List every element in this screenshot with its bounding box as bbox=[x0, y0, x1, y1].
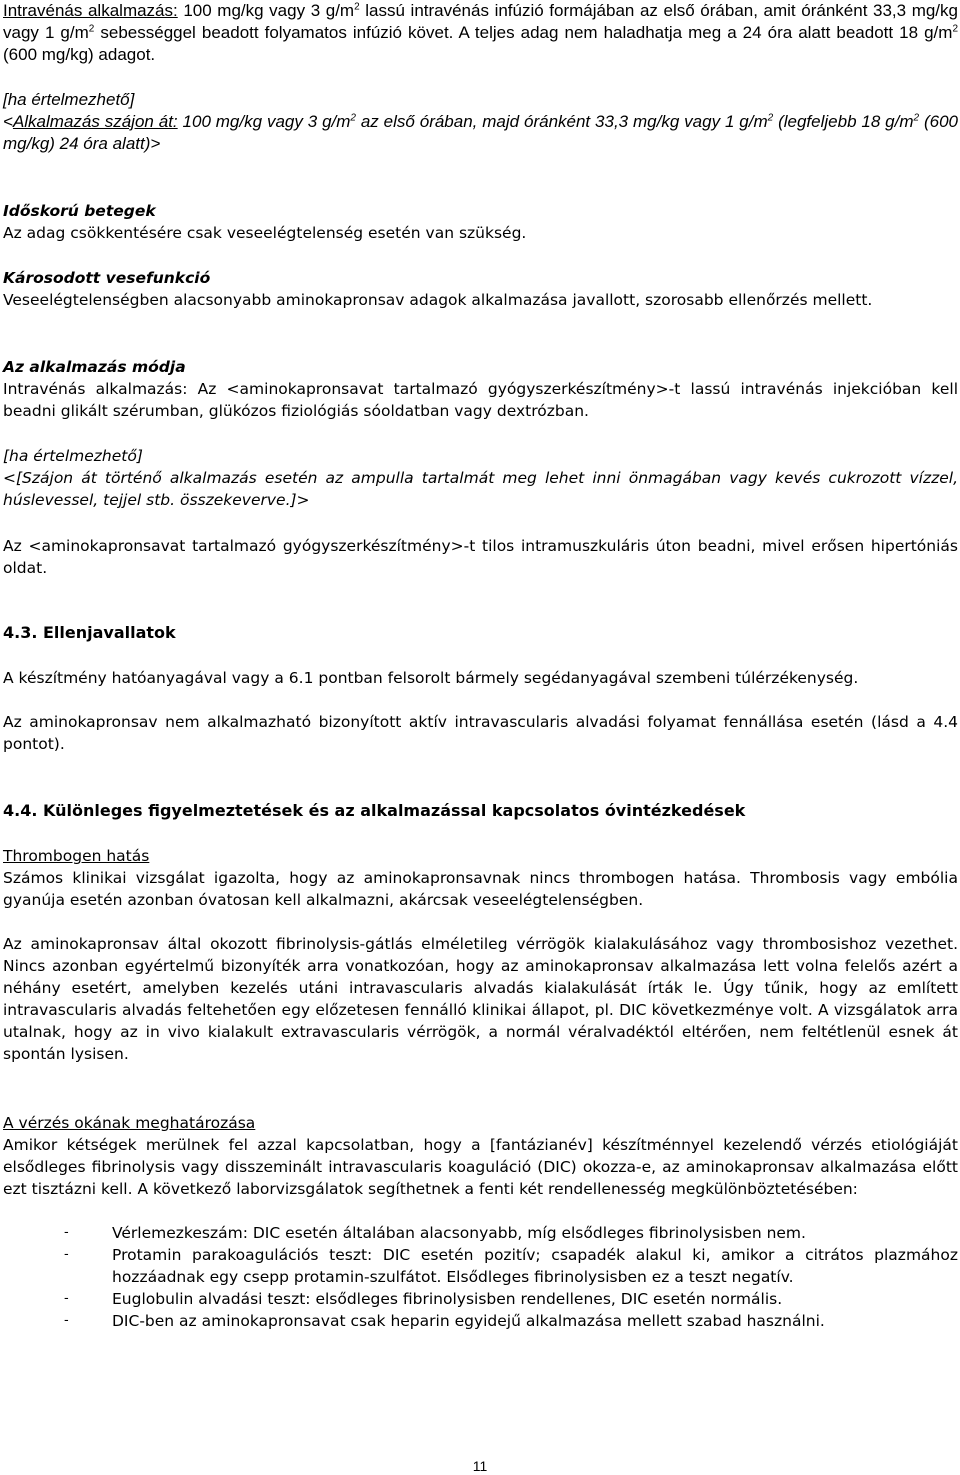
list-dash: - bbox=[64, 1225, 69, 1240]
list-item: - Euglobulin alvadási teszt: elsődleges fibrinolysisben rendellenes, DIC esetén normális. bbox=[64, 1290, 783, 1308]
differential-test-list bbox=[3, 1222, 958, 1332]
elderly-heading: Időskorú betegek bbox=[3, 202, 156, 220]
list-dash: - bbox=[64, 1247, 69, 1262]
administration-im-note: Az <aminokapronsavat tartalmazó gyógyszerkészítmény>-t tilos intramuszkuláris úton beadni, mivel erősen hipertóniás oldat. bbox=[3, 537, 958, 577]
intravenous-label: Intravénás alkalmazás: bbox=[3, 1, 178, 20]
thrombogen-paragraph-1: Számos klinikai vizsgálat igazolta, hogy az aminokapronsavnak nincs thrombogen hatása. Thrombosis vagy embólia gyanújа esetén azonban óvatosan kell alkalmazni, akárcsak veseelégtelenségben. bbox=[3, 869, 958, 909]
bleeding-cause-paragraph: Amikor kétségek merülnek fel azzal kapcsolatban, hogy a [fantázianév] készítménnyel kezelendő vérzés etiológiáját elsődleges fibrinolysis vagy disszeminált intravascularis koaguláció (DIC) okozza-e, az aminokapronsav alkalmazása előtt ezt tisztázni kell. A következő laborvizsgálatok segíthetnek a fenti két rendellenesség megkülönböztetésében: bbox=[3, 1136, 958, 1198]
administration-text: Intravénás alkalmazás: Az <aminokapronsavat tartalmazó gyógyszerkészítmény>-t lassú intravénás injekcióban kell beadni glikált szérumban, glükózos fiziológiás sóoldatban vagy dextrózban. bbox=[3, 380, 958, 420]
list-dash: - bbox=[64, 1313, 69, 1328]
elderly-text: Az adag csökkentésére csak veseelégtelenség esetén van szükség. bbox=[3, 224, 527, 242]
page-number: 11 bbox=[472, 1458, 488, 1474]
contraindications-paragraph-1: A készítmény hatóanyagával vagy a 6.1 pontban felsorolt bármely segédanyagával szembeni túlérzékenység. bbox=[3, 669, 859, 687]
contraindications-heading: 4.3. Ellenjavallatok bbox=[3, 623, 176, 642]
bleeding-cause-heading: A vérzés okának meghatározása bbox=[3, 1114, 256, 1132]
list-item: - DIC-ben az aminokapronsavat csak heparin egyidejű alkalmazása mellett szabad használni. bbox=[64, 1312, 825, 1330]
thrombogen-heading: Thrombogen hatás bbox=[3, 847, 150, 865]
renal-text: Veseelégtelenségben alacsonyabb aminokapronsav adagok alkalmazása javallott, szorosabb ellenőrzés mellett. bbox=[3, 291, 873, 309]
administration-bracket-note: [ha értelmezhető] bbox=[3, 447, 143, 465]
administration-oral-note: <[Szájon át történő alkalmazás esetén az ampulla tartalmát meg lehet inni önmagában vagy kevés cukrozott vízzel, húslevessel, tejjel stb. összekeverve.]> bbox=[3, 469, 958, 509]
oral-dosing-bracket-note: [ha értelmezhető] bbox=[3, 90, 135, 109]
warnings-heading: 4.4. Különleges figyelmeztetések és az alkalmazással kapcsolatos óvintézkedések bbox=[3, 801, 746, 820]
list-item: - Protamin parakoagulációs teszt: DIC esetén pozitív; csapadék alakul ki, amikor a citrátos plazmához hozzáadnak egy csepp protamin-szulfátot. Elsődleges fibrinolysisben ez a teszt negatív. bbox=[64, 1246, 958, 1286]
oral-dosing-label: Alkalmazás szájon át: bbox=[12, 112, 178, 131]
oral-dosing-paragraph: <Alkalmazás szájon át: 100 mg/kg vagy 3 $g/m^2$ az első órában, majd óránként 33,3 mg/kg vagy 1 $g/m^2$ (legfeljebb 18 $g/m^2$ (600 mg/kg) 24 óra alatt)> bbox=[3, 112, 958, 153]
intravenous-dosing-paragraph: Intravénás alkalmazás: 100 mg/kg vagy 3 $g/m^2$ lassú intravénás infúzió formájában az első órában, amit óránként 33,3 mg/kg vagy 1 $g/m^2$ sebességgel beadott folyamatos infúzió követ. A teljes adag nem haladhatja meg a 24 óra alatt beadott 18 $g/m^2$ (600 mg/kg) adagot. bbox=[3, 1, 958, 64]
thrombogen-paragraph-2: Az aminokapronsav által okozott fibrinolysis-gátlás elméletileg vérrögök kialakulásához vagy thrombosishoz vezethet. Nincs azonban egyértelmű bizonyíték arra vonatkozóan, hogy az aminokapronsav alkalmazása lett volna felelős azért a néhány esetért, amelyben kezelés utáni intravascularis alvadás kialakulását írták le. Úgy tűnik, hogy az említett intravascularis alvadás feltehetően egy előzetesen fennálló klinikai állapot, pl. DIC következménye volt. A vizsgálatok arra utalnak, hogy az in vivo kialakult extravascularis vérrögök, a normál véralvadéktól eltérően, nem feltétlenül esnek át spontán lysisen. bbox=[3, 935, 958, 1063]
administration-heading: Az alkalmazás módja bbox=[3, 358, 186, 376]
list-item: - Vérlemezkeszám: DIC esetén általában alacsonyabb, míg elsődleges fibrinolysisben nem. bbox=[64, 1224, 806, 1242]
renal-heading: Károsodott vesefunkció bbox=[3, 269, 211, 287]
list-dash: - bbox=[64, 1291, 69, 1306]
contraindications-paragraph-2: Az aminokapronsav nem alkalmazható bizonyított aktív intravascularis alvadási folyamat fennállása esetén (lásd a 4.4 pontot). bbox=[3, 713, 958, 753]
